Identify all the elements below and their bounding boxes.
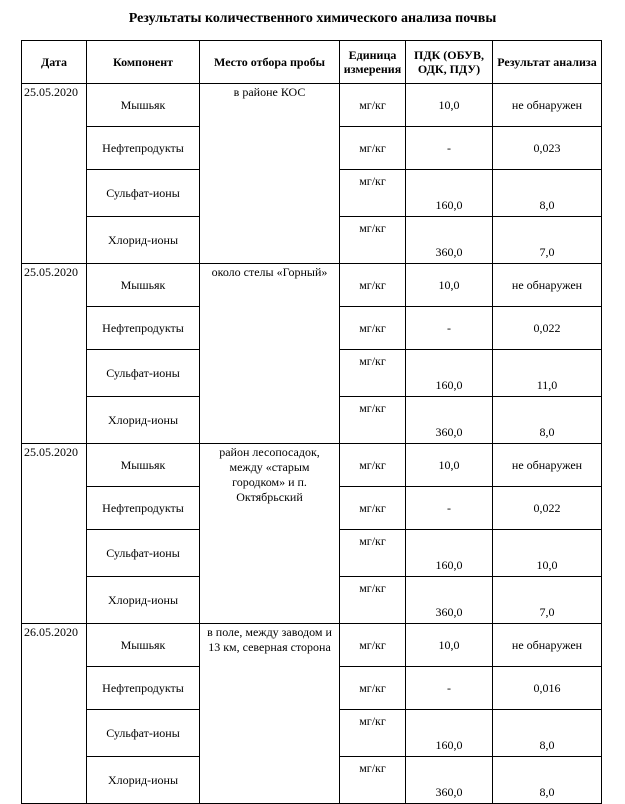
header-location: Место отбора пробы bbox=[200, 41, 340, 84]
result-value: 8,0 bbox=[493, 397, 602, 444]
unit-cell: мг/кг bbox=[340, 667, 406, 710]
result-value: 0,016 bbox=[493, 667, 602, 710]
sample-date: 25.05.2020 bbox=[22, 444, 87, 624]
result-value: 0,022 bbox=[493, 487, 602, 530]
component-name: Сульфат-ионы bbox=[87, 710, 200, 757]
sampling-location: в поле, между заводом и 13 км, северная сторона bbox=[200, 624, 340, 804]
result-value: 8,0 bbox=[493, 710, 602, 757]
pdk-value: 10,0 bbox=[406, 264, 493, 307]
pdk-value: 10,0 bbox=[406, 624, 493, 667]
header-date: Дата bbox=[22, 41, 87, 84]
pdk-value: 10,0 bbox=[406, 84, 493, 127]
component-name: Мышьяк bbox=[87, 264, 200, 307]
component-name: Нефтепродукты bbox=[87, 307, 200, 350]
table-row bbox=[22, 624, 602, 667]
result-value: 0,023 bbox=[493, 127, 602, 170]
pdk-value: 360,0 bbox=[406, 757, 493, 804]
soil-analysis-table bbox=[21, 40, 602, 804]
unit-cell: мг/кг bbox=[340, 170, 406, 217]
pdk-value: 360,0 bbox=[406, 217, 493, 264]
pdk-value: - bbox=[406, 307, 493, 350]
result-value: 8,0 bbox=[493, 170, 602, 217]
table-row bbox=[22, 84, 602, 127]
unit-cell: мг/кг bbox=[340, 444, 406, 487]
result-value: 11,0 bbox=[493, 350, 602, 397]
unit-cell: мг/кг bbox=[340, 127, 406, 170]
component-name: Мышьяк bbox=[87, 444, 200, 487]
result-value: не обнаружен bbox=[493, 624, 602, 667]
pdk-value: 160,0 bbox=[406, 350, 493, 397]
component-name: Хлорид-ионы bbox=[87, 397, 200, 444]
sampling-location: в районе КОС bbox=[200, 84, 340, 264]
sample-date: 25.05.2020 bbox=[22, 84, 87, 264]
header-result: Результат анализа bbox=[493, 41, 602, 84]
table-body bbox=[22, 84, 602, 804]
component-name: Сульфат-ионы bbox=[87, 350, 200, 397]
sample-date: 26.05.2020 bbox=[22, 624, 87, 804]
pdk-value: - bbox=[406, 127, 493, 170]
component-name: Хлорид-ионы bbox=[87, 757, 200, 804]
component-name: Хлорид-ионы bbox=[87, 217, 200, 264]
component-name: Нефтепродукты bbox=[87, 487, 200, 530]
unit-cell: мг/кг bbox=[340, 624, 406, 667]
component-name: Сульфат-ионы bbox=[87, 530, 200, 577]
header-component: Компонент bbox=[87, 41, 200, 84]
result-value: не обнаружен bbox=[493, 264, 602, 307]
table-header bbox=[22, 41, 602, 84]
table-row bbox=[22, 444, 602, 487]
unit-cell: мг/кг bbox=[340, 217, 406, 264]
header-row bbox=[22, 41, 602, 84]
document-title: Результаты количественного химического анализа почвы bbox=[128, 11, 497, 26]
unit-cell: мг/кг bbox=[340, 350, 406, 397]
unit-cell: мг/кг bbox=[340, 577, 406, 624]
result-value: 8,0 bbox=[493, 757, 602, 804]
result-value: не обнаружен bbox=[493, 444, 602, 487]
sampling-location: около стелы «Горный» bbox=[200, 264, 340, 444]
sampling-location: район лесопосадок, между «старым городком» и п. Октябрьский bbox=[200, 444, 340, 624]
unit-cell: мг/кг bbox=[340, 84, 406, 127]
result-value: 0,022 bbox=[493, 307, 602, 350]
unit-cell: мг/кг bbox=[340, 397, 406, 444]
pdk-value: 160,0 bbox=[406, 530, 493, 577]
unit-cell: мг/кг bbox=[340, 487, 406, 530]
component-name: Нефтепродукты bbox=[87, 667, 200, 710]
component-name: Мышьяк bbox=[87, 624, 200, 667]
unit-cell: мг/кг bbox=[340, 307, 406, 350]
unit-cell: мг/кг bbox=[340, 264, 406, 307]
result-value: не обнаружен bbox=[493, 84, 602, 127]
result-value: 10,0 bbox=[493, 530, 602, 577]
unit-cell: мг/кг bbox=[340, 710, 406, 757]
unit-cell: мг/кг bbox=[340, 757, 406, 804]
unit-cell: мг/кг bbox=[340, 530, 406, 577]
header-pdk: ПДК (ОБУВ, ОДК, ПДУ) bbox=[406, 41, 493, 84]
pdk-value: 10,0 bbox=[406, 444, 493, 487]
pdk-value: - bbox=[406, 487, 493, 530]
pdk-value: 160,0 bbox=[406, 170, 493, 217]
pdk-value: 360,0 bbox=[406, 577, 493, 624]
component-name: Сульфат-ионы bbox=[87, 170, 200, 217]
result-value: 7,0 bbox=[493, 577, 602, 624]
pdk-value: 360,0 bbox=[406, 397, 493, 444]
pdk-value: - bbox=[406, 667, 493, 710]
sample-date: 25.05.2020 bbox=[22, 264, 87, 444]
table-row bbox=[22, 264, 602, 307]
result-value: 7,0 bbox=[493, 217, 602, 264]
component-name: Мышьяк bbox=[87, 84, 200, 127]
pdk-value: 160,0 bbox=[406, 710, 493, 757]
header-unit: Единица измерения bbox=[340, 41, 406, 84]
component-name: Хлорид-ионы bbox=[87, 577, 200, 624]
component-name: Нефтепродукты bbox=[87, 127, 200, 170]
